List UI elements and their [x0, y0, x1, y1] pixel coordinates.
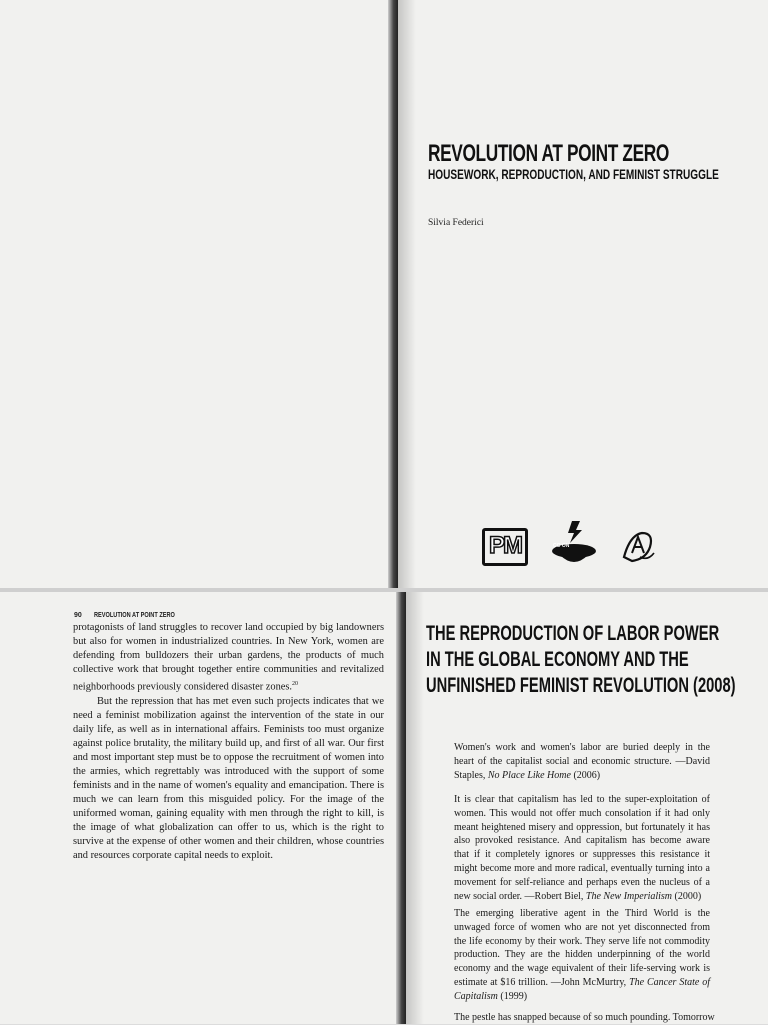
epigraph: Women's work and women's labor are buried deeply in the heart of the capitalist social and economic structure. —David Staples, No Place Like Home (2006) — [454, 742, 710, 781]
chapter-title — [426, 621, 768, 699]
epigraph-source: The New Imperialism — [585, 890, 673, 902]
epigraph-source: The Cancer State of Capitalism — [454, 976, 710, 1002]
pm-press-logo: PM — [482, 528, 528, 566]
left-page-body — [73, 621, 384, 863]
page-number: 90 — [74, 612, 82, 619]
book-subtitle: HOUSEWORK, REPRODUCTION, AND FEMINIST STRUGGLE — [428, 166, 719, 182]
body-paragraph: protagonists of land struggles to recover land occupied by big landowners but also for women in industrialized countries. In New York, women are defending from bulldozers their urban gardens, the products of much collective work that brought together entire communities and revitalized neighborhoods previously considered disaster zones.$^{20}$ — [73, 622, 384, 693]
top-right-page — [396, 0, 768, 588]
book-author: Silvia Federici — [428, 218, 484, 228]
top-book-spine — [388, 0, 398, 588]
body-paragraph: The pestle has snapped because of so much pounding. Tomorrow — [454, 1012, 715, 1023]
epigraph: The emerging liberative agent in the Third World is the unwaged force of women who are not yet disconnected from the life economy by their work. They serve life not commodity production. They are the hidden underpinning of the world economy and the wage equivalent of their life-serving work is estimate at $16 trillion. —John McMurtry, The Cancer State of Capitalism (1999) — [454, 908, 710, 1002]
scan-divider — [0, 588, 768, 592]
common-notions-logo-text: CO ON — [553, 543, 570, 549]
top-gutter-shadow — [398, 0, 416, 588]
autonomedia-logo — [620, 527, 656, 565]
top-left-page — [0, 0, 390, 588]
book-title: REVOLUTION AT POINT ZERO — [428, 140, 669, 167]
running-head — [74, 604, 195, 622]
chapter-title-line: IN THE GLOBAL ECONOMY AND THE — [426, 648, 689, 671]
footnote-marker: 20 — [292, 681, 299, 688]
epigraph: It is clear that capitalism has led to the super-exploitation of women. This would not offer much consolation if it had only meant heightened misery and oppression, but fortunately it has also provoked resistance. And capitalism has become aware that if it completely ignores or suppresses this resistance it might become more and more radical, eventually turning into a movement for self-reliance and perhaps even the nucleus of a new social order. —Robert Biel, The New Imperialism (2000) — [454, 794, 710, 902]
chapter-title-line: THE REPRODUCTION OF LABOR POWER — [426, 622, 720, 645]
bottom-book-spine — [396, 592, 406, 1024]
running-head-title: REVOLUTION AT POINT ZERO — [93, 612, 175, 619]
body-paragraph: But the repression that has met even such projects indicates that we need a feminist mobilization against the intervention of the state in our daily life, as well as in international affairs. Feminists too must organize against police brutality, the military build up, and first of all war. Our first and most important step must be to oppose the recruitment of women into the armies, which regrettably was introduced with the support of some feminists and in the name of women's equality and emancipation. There is much we can learn from this misguided policy. For the image of the uniformed woman, gaining equality with men through the right to kill, is the image of what globalization can offer to us, which is the right to survive at the expense of other women and their children, whose countries and resources corporate capital needs to exploit. — [73, 695, 384, 862]
epigraph-source: No Place Like Home — [487, 769, 571, 781]
bottom-gutter-shadow — [406, 592, 424, 1024]
chapter-title-line: UNFINISHED FEMINIST REVOLUTION (2008) — [426, 674, 736, 697]
